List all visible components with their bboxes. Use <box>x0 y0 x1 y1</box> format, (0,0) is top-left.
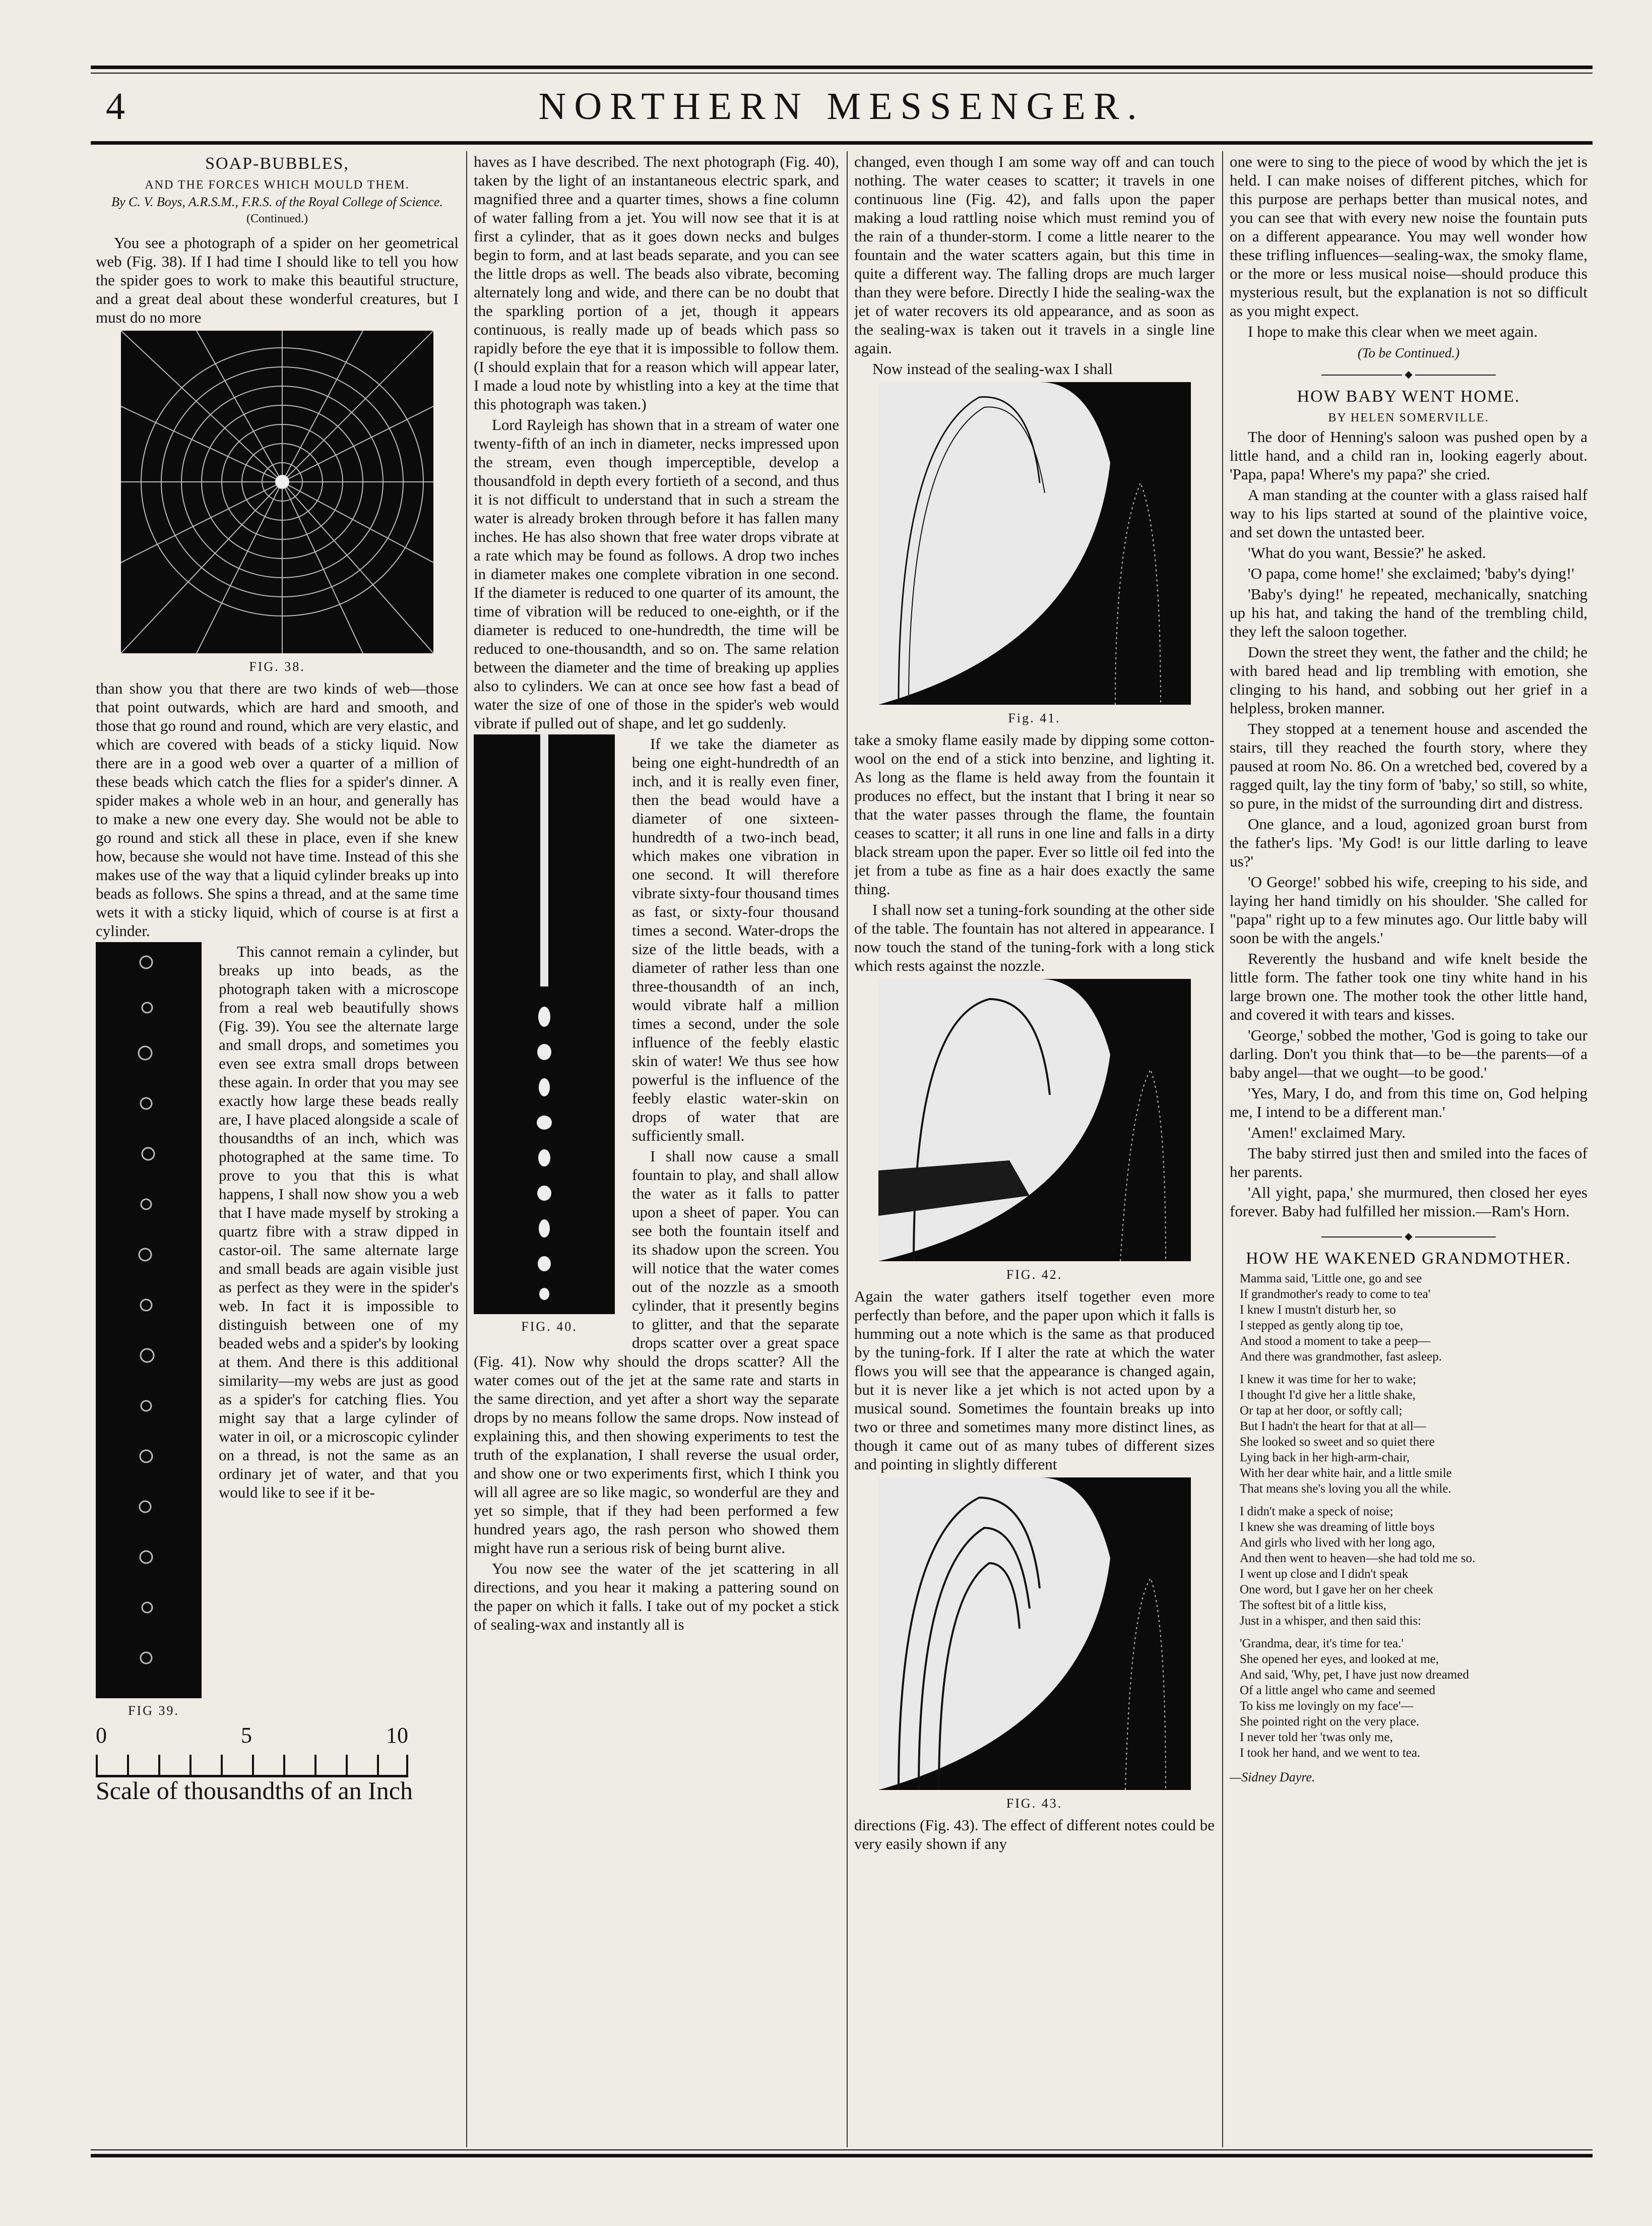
fountain-single-line-image <box>878 979 1191 1261</box>
poem-line: Just in a whisper, and then said this: <box>1240 1614 1422 1628</box>
paragraph: 'Yes, Mary, I do, and from this time on, God helping me, I intend to be a different man.' <box>1230 1084 1587 1121</box>
paragraph: If we take the diameter as being one eight-hundredth of an inch, and it is really even finer, then the bead would have a diameter of one sixteen-hundredth of a two-inch bead, which makes one vibration in one second. It will therefore vibrate sixty-four thousand times as fast, or sixty-four thousand times a second. Water-drops the size of the little beads, with a diameter of rather less than one three-thousandth of an inch, would vibrate half a million times a second, under the sole influence of the feebly elastic skin of water! We thus see how powerful is the influence of the feebly elastic water-skin on drops of water that are sufficiently small. <box>632 735 839 1144</box>
column-separator <box>1222 151 1223 2147</box>
figure-43-caption: FIG. 43. <box>1006 1796 1063 1811</box>
paragraph: 'George,' sobbed the mother, 'God is going to take our darling. Don't you think that—to be—the parents—of a baby angel—that we ought—to be good.' <box>1230 1026 1587 1081</box>
water-column-image <box>474 734 615 1314</box>
poem-stanza <box>1240 1504 1587 1629</box>
figure-38-spider-web <box>121 331 433 653</box>
paragraph: Lord Rayleigh has shown that in a stream of water one twenty-fifth of an inch in diameter, necks impressed upon the stream, even though imperceptible, develop a thousandfold in depth every fortieth of a second, and thus it is not difficult to understand that in such a stream the water is already broken through before it has fallen many inches. He has also shown that free water drops vibrate at a rate which may be found as follows. A drop two inches in diameter makes one complete vibration in one second. If the diameter is reduced to one quarter of its amount, the time of vibration will be reduced to one-eighth, or if the diameter is reduced to one-hundredth, the time will be reduced to one-thousandth, and so on. The same relation between the diameter and the time of breaking up applies also to cylinders. We can at once see how fast a bead of water the size of one of those in the spider's web would vibrate if pulled out of shape, and let go suddenly. <box>474 416 839 732</box>
poem-line: One word, but I gave her on her cheek <box>1240 1583 1433 1596</box>
column-2 <box>474 152 839 2142</box>
poem-line: To kiss me lovingly on my face'— <box>1240 1699 1414 1713</box>
paragraph: directions (Fig. 43). The effect of different notes could be very easily shown if any <box>854 1816 1215 1852</box>
poem-line: And girls who lived with her long ago, <box>1240 1536 1435 1550</box>
bottom-border-rule <box>91 2154 1593 2157</box>
figure-38-caption: FIG. 38. <box>249 659 305 674</box>
figure-40-block <box>474 734 625 1339</box>
paragraph: 'Amen!' exclaimed Mary. <box>1248 1124 1406 1141</box>
poem-line: With her dear white hair, and a little smile <box>1240 1466 1452 1480</box>
poem-line: And then went to heaven—she had told me so. <box>1240 1552 1476 1565</box>
poem-line: If grandmother's ready to come to tea' <box>1240 1287 1431 1301</box>
figure-41-fountain <box>878 382 1191 705</box>
section-divider: ◆ <box>1230 1227 1587 1246</box>
column-3 <box>854 152 1215 2142</box>
poem-line: I stepped as gently along tip toe, <box>1240 1319 1404 1332</box>
article-body <box>1230 427 1587 1220</box>
poem-line: I thought I'd give her a little shake, <box>1240 1388 1416 1402</box>
scale-bar <box>96 1745 408 1777</box>
scale-of-thousandths <box>96 1723 459 1805</box>
paragraph: The baby stirred just then and smiled into the faces of her parents. <box>1230 1144 1587 1181</box>
column-1 <box>96 152 459 2142</box>
paragraph: Now instead of the sealing-wax I shall <box>872 360 1113 378</box>
poem-line: Lying back in her high-arm-chair, <box>1240 1451 1410 1464</box>
poem-line: And said, 'Why, pet, I have just now dreamed <box>1240 1668 1469 1682</box>
poem-line: She looked so sweet and so quiet there <box>1240 1435 1435 1449</box>
paragraph: 'What do you want, Bessie?' he asked. <box>1248 544 1486 562</box>
figure-39-block <box>96 942 212 1723</box>
figure-39-beaded-thread <box>96 942 202 1698</box>
poem-line: I knew she was dreaming of little boys <box>1240 1520 1435 1534</box>
poem-stanza <box>1240 1636 1587 1761</box>
article-subtitle: AND THE FORCES WHICH MOULD THEM. <box>145 178 410 192</box>
paragraph: They stopped at a tenement house and ascended the stairs, till they reached the fourth story, where they paused at room No. 86. On a wretched bed, covered by a ragged quilt, lay the tiny form of 'baby,' so still, so white, so pure, in the midst of the surrounding dirt and distress. <box>1230 720 1587 812</box>
paragraph: 'O George!' sobbed his wife, creeping to his side, and laying her hand timidly on his shoulder. 'She called for "papa" right up to a few minutes ago. Our little baby will soon be with the angels.' <box>1230 873 1587 947</box>
poem-line: Or tap at her door, or softly call; <box>1240 1404 1403 1417</box>
bottom-border-inner-rule <box>91 2149 1593 2150</box>
paragraph: one were to sing to the piece of wood by which the jet is held. I can make noises of different pitches, which for this purpose are perhaps better than musical notes, and you can see that with every new noise the fountain puts on a different appearance. You may well wonder how these trifling influences—sealing-wax, the smoky flame, or the more or less musical noise—should produce this mysterious result, but the explanation is not so difficult as you might expect. <box>1230 153 1587 320</box>
poem-line: Of a little angel who came and seemed <box>1240 1684 1436 1697</box>
poem-line: I never told her 'twas only me, <box>1240 1730 1393 1744</box>
paragraph: One glance, and a loud, agonized groan burst from the father's lips. 'My God! is our little darling to leave us?' <box>1230 815 1587 870</box>
top-border-rule <box>91 66 1593 69</box>
article-title: HOW BABY WENT HOME. <box>1297 387 1520 406</box>
paragraph: You now see the water of the jet scattering in all directions, and you hear it making a pattering sound on the paper on which it falls. I take out of my pocket a stick of sealing-wax and instantly all is <box>474 1560 839 1633</box>
figure-42-fountain-tuning-fork <box>878 979 1191 1261</box>
paragraph: I hope to make this clear when we meet again. <box>1248 323 1538 340</box>
column-separator <box>466 151 467 2147</box>
scale-numbers <box>96 1723 408 1748</box>
poem-line: I knew it was time for her to wake; <box>1240 1373 1416 1386</box>
figure-43-fountain-multiple-lines <box>878 1477 1191 1790</box>
figure-40-water-column <box>474 734 615 1314</box>
paragraph: changed, even though I am some way off and can touch nothing. The water ceases to scatter; it travels in one continuous line (Fig. 42), and falls upon the paper making a loud rattling noise which must remind you of the rain of a thunder-storm. I come a little nearer to the fountain and the water scatters again, but this time in quite a different way. The falling drops are much larger than they were before. Directly I hide the sealing-wax the jet of water recovers its old appearance, and as soon as the sealing-wax is taken out it travels in a single line again. <box>854 153 1215 357</box>
poem-signature: —Sidney Dayre. <box>1230 1770 1315 1784</box>
poem-line: I went up close and I didn't speak <box>1240 1567 1409 1581</box>
poem-line: But I hadn't the heart for that at all— <box>1240 1419 1426 1433</box>
column-separator <box>847 151 848 2147</box>
paragraph: 'O papa, come home!' she exclaimed; 'baby's dying!' <box>1248 565 1574 582</box>
column-4 <box>1230 152 1587 2142</box>
beaded-thread-image <box>96 942 202 1698</box>
paragraph: A man standing at the counter with a glass raised half way to his lips started at sound of the plaintive voice, and set down the untasted beer. <box>1230 486 1587 541</box>
scale-number: 10 <box>386 1723 408 1748</box>
scale-label: Scale of thousandths of an Inch <box>96 1776 413 1805</box>
article-title: SOAP-BUBBLES, <box>205 154 349 173</box>
to-be-continued: (To be Continued.) <box>1357 345 1460 360</box>
poem-line: I didn't make a speck of noise; <box>1240 1505 1393 1518</box>
paragraph: You see a photograph of a spider on her geometrical web (Fig. 38). If I had time I should like to tell you how the spider goes to work to make this beautiful structure, and a great deal about these wonderful creatures, but I must do no more <box>96 234 459 326</box>
paragraph: I shall now set a tuning-fork sounding at the other side of the table. The fountain has not altered in appearance. I now touch the stand of the tuning-fork with a long stick which rests against the nozzle. <box>854 901 1215 974</box>
poem-line: And there was grandmother, fast asleep. <box>1240 1350 1442 1364</box>
newspaper-page <box>91 66 1593 2157</box>
paragraph: Reverently the husband and wife knelt beside the little form. The father took one tiny white hand in his large brown one. The mother took the other little hand, and covered it with tears and kisses. <box>1230 950 1587 1023</box>
fountain-scatter-image <box>878 382 1191 705</box>
paragraph: take a smoky flame easily made by dipping some cotton-wool on the end of a stick into benzine, and lighting it. As long as the flame is held away from the fountain it produces no effect, but the instant that I bring it near so that the water passes through the flame, the fountain ceases to scatter; it all runs in one line and falls in a dirty black stream upon the paper. Ever so little oil fed into the jet from a tube as fine as a hair does exactly the same thing. <box>854 731 1215 898</box>
poem-stanza <box>1240 1271 1587 1365</box>
poem-line: I knew I mustn't disturb her, so <box>1240 1303 1396 1317</box>
top-border-inner-rule <box>91 73 1593 74</box>
section-divider: ◆ <box>1230 365 1587 384</box>
paragraph: The door of Henning's saloon was pushed open by a little hand, and a child ran in, looking eagerly about. 'Papa, papa! Where's my papa?' she cried. <box>1230 428 1587 483</box>
newspaper-title: NORTHERN MESSENGER. <box>538 85 1145 128</box>
paragraph: 'All yight, papa,' she murmured, then closed her eyes forever. Baby had fulfilled her mission.—Ram's Horn. <box>1230 1184 1587 1220</box>
poem-body <box>1240 1271 1587 1761</box>
page-number: 4 <box>106 85 125 128</box>
figure-39-caption: FIG 39. <box>128 1703 179 1718</box>
poem-line: The softest bit of a little kiss, <box>1240 1598 1386 1612</box>
poem-line: 'Grandma, dear, it's time for tea.' <box>1240 1637 1404 1650</box>
poem-line: Mamma said, 'Little one, go and see <box>1240 1272 1422 1285</box>
paragraph: Again the water gathers itself together even more perfectly than before, and the paper upon which it falls is humming out a note which is the same as that produced by the tuning-fork. If I alter the rate at which the water flows you will see that the appearance is changed again, but it is never like a jet which is not acted upon by a musical sound. Sometimes the fountain breaks up into two or three and sometimes many more distinct lines, as though it came out of as many tubes of different sizes and pointing in slightly different <box>854 1287 1215 1473</box>
paragraph: 'Baby's dying!' he repeated, mechanically, snatching up his hat, and taking the hand of the trembling child, they left the saloon together. <box>1230 585 1587 640</box>
poem-line: That means she's loving you all the while. <box>1240 1482 1451 1496</box>
scale-number: 0 <box>96 1723 107 1748</box>
poem-line: She opened her eyes, and looked at me, <box>1240 1652 1439 1666</box>
article-byline: BY HELEN SOMERVILLE. <box>1328 411 1489 424</box>
fountain-multiple-lines-image <box>878 1477 1191 1790</box>
poem-line: She pointed right on the very place. <box>1240 1715 1420 1728</box>
continued-note: (Continued.) <box>246 212 308 225</box>
paragraph: Down the street they went, the father and the child; he with bared head and lip trembling with emotion, she clinging to his hand, and sobbing out her grief in a helpless, broken manner. <box>1230 643 1587 717</box>
paragraph: This cannot remain a cylinder, but breaks up into beads, as the photograph taken with a microscope from a real web beautifully shows (Fig. 39). You see the alternate large and small drops, and sometimes you even see extra small drops between these again. In order that you may see exactly how large these beads really are, I have placed alongside a scale of thousandths of an inch, which was photographed at the same time. To prove to you that this is what happens, I shall now show you a web that I have made myself by stroking a quartz fibre with a straw dipped in castor-oil. The same alternate large and small beads are again visible just as perfect as they were in the spider's web. In fact it is impossible to distinguish between one of my beaded webs and a spider's by looking at them. And there is this additional similarity—my webs are just as good as a spider's for catching flies. You might say that a large cylinder of water in oil, or a microscopic cylinder on a thread, is not the same as an ordinary jet of water, and that you would like to see if it be- <box>219 943 459 1501</box>
figure-41-caption: Fig. 41. <box>1008 711 1061 725</box>
poem-stanza <box>1240 1372 1587 1497</box>
scale-number: 5 <box>241 1723 252 1748</box>
paragraph: haves as I have described. The next photograph (Fig. 40), taken by the light of an instantaneous electric spark, and magnified three and a quarter times, shows a fine column of water falling from a jet. You will now see that it is at first a cylinder, that as it goes down necks and bulges begin to form, and at last beads separate, and you can see the little drops as well. The beads also vibrate, becoming alternately long and wide, and there can be no doubt that the sparkling portion of a jet, though it appears continuous, is really made up of beads which pass so rapidly before the eye that it is impossible to follow them. (I should explain that for a reason which will appear later, I made a loud note by whistling into a key at the time that this photograph was taken.) <box>474 153 839 413</box>
poem-line: I took her hand, and we went to tea. <box>1240 1746 1421 1760</box>
poem-line: And stood a moment to take a peep— <box>1240 1334 1431 1348</box>
poem-title: HOW HE WAKENED GRANDMOTHER. <box>1246 1249 1571 1268</box>
article-author: By C. V. Boys, A.R.S.M., F.R.S. of the Royal College of Science. <box>111 195 443 209</box>
masthead <box>91 85 1593 135</box>
paragraph: than show you that there are two kinds of web—those that point outwards, which are hard and smooth, and those that go round and round, which are very elastic, and which are covered with beads of a sticky liquid. Now there are in a good web over a quarter of a million of these beads which catch the flies for a spider's dinner. A spider makes a whole web in an hour, and generally has to make a new one every day. She would not be able to go round and stick all these in place, even if she knew how, because she would not have time. Instead of this she makes use of the way that a liquid cylinder breaks up into beads as follows. She spins a thread, and at the same time wets it with a sticky liquid, which of course is at first a cylinder. <box>96 679 459 940</box>
paragraph: I shall now cause a small fountain to play, and shall allow the water as it falls to patter upon a sheet of paper. You can see both the fountain itself and its shadow upon the screen. You will notice that the water comes out of the nozzle as a smooth cylinder, that it presently begins to glitter, and that the separate drops scatter over a great space (Fig. 41). Now why should the drops scatter? All the water comes out of the jet at the same rate and starts in the same direction, and yet after a short way the separate drops by no means follow the same drops. Now instead of explaining this, and then showing experiments to test the truth of the explanation, I shall reverse the usual order, and show one or two experiments first, which I think you will all agree are so like magic, so wonderful are they and yet so simple, that if they had been performed a few hundred years ago, the rash person who showed them might have run a serious risk of being burnt alive. <box>474 1147 839 1557</box>
spider-web-image <box>121 331 433 653</box>
figure-42-caption: FIG. 42. <box>1006 1267 1063 1282</box>
masthead-rule <box>91 141 1593 145</box>
figure-40-caption: FIG. 40. <box>521 1319 578 1334</box>
